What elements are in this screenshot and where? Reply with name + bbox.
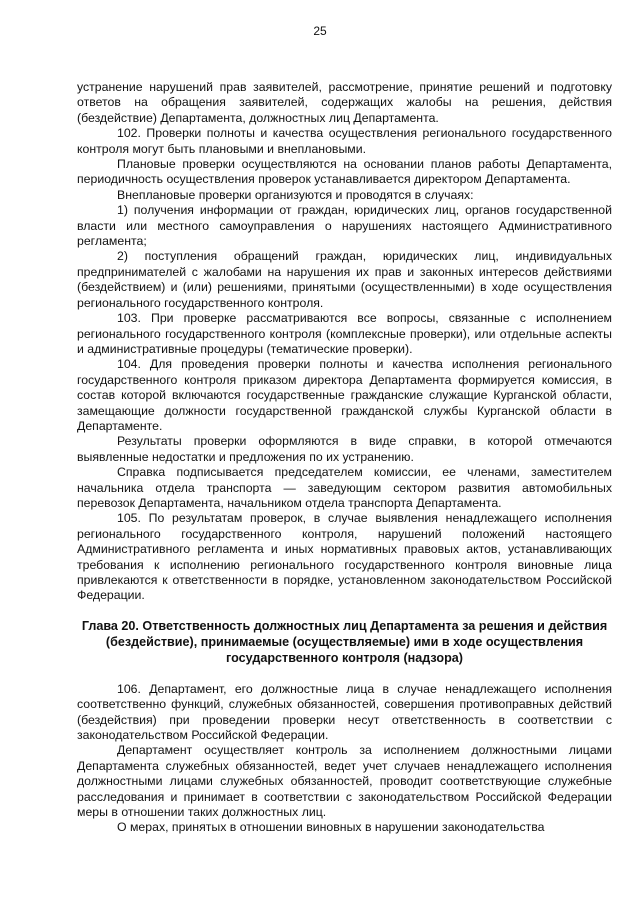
paragraph-p6: 2) поступления обращений граждан, юридических лиц, индивидуальных предпринимателей с жалобами на нарушения их прав и законных интересов действиями (бездействием) и (или) решениями, принятыми (осуществленными) в ходе осуществления регионального государственного контроля. [77,249,612,310]
paragraph-p8: 104. Для проведения проверки полноты и качества исполнения регионального государственного контроля приказом директора Департамента формируется комиссия, в состав которой включаются государственные гражданские служащие Курганской области, замещающие должности государственной гражданской службы Курганской области в Департаменте. [77,357,612,433]
page-number: 25 [313,24,327,38]
chapter-heading: Глава 20. Ответственность должностных лиц Департамента за решения и действия (бездействие), принимаемые (осуществляемые) ими в ходе осуществления государственного контроля (надзора) [81,618,608,665]
paragraph-p4: Внеплановые проверки организуются и проводятся в случаях: [117,187,474,202]
paragraph-p13: Департамент осуществляет контроль за исполнением должностными лицами Департамента служебных обязанностей, ведет учет случаев ненадлежащего исполнения должностными лицами служебных обязанностей, проводит соответствующие служебные расследования и принимает в соответствии с законодательством Российской Федерации меры в отношении таких должностных лиц. [77,743,612,820]
paragraph-p11: 105. По результатам проверок, в случае выявления ненадлежащего исполнения регионального государственного контроля, нарушений положений настоящего Административного регламента и иных нормативных правовых актов, устанавливающих требования к исполнению регионального государственного контроля виновные лица привлекаются к ответственности в порядке, установленном законодательством Российской Федерации. [77,511,612,603]
paragraph-p12: 106. Департамент, его должностные лица в случае ненадлежащего исполнения соответственно функций, служебных обязанностей, совершения противоправных действий (бездействия) при проведении проверки несут ответственность в соответствии с законодательством Российской Федерации. [77,681,612,743]
paragraph-p1: устранение нарушений прав заявителей, рассмотрение, принятие решений и подготовку ответов на обращения заявителей, содержащих жалобы на решения, действия (бездействие) Департамента, должностных лиц Департамента. [77,80,612,125]
paragraph-p10: Справка подписывается председателем комиссии, ее членами, заместителем начальника отдела транспорта — заведующим сектором развития автомобильных перевозок Департамента, начальником отдела транспорта Департамента. [77,465,612,510]
document-body [77,80,612,836]
section-after-heading [77,682,612,836]
paragraph-p2: 102. Проверки полноты и качества осуществления регионального государственного контроля могут быть плановыми и внеплановыми. [77,126,612,156]
paragraph-p14: О мерах, принятых в отношении виновных в нарушении законодательства [117,820,545,835]
paragraph-p9: Результаты проверки оформляются в виде справки, в которой отмечаются выявленные недостатки и предложения по их устранению. [77,434,612,464]
section-before-heading [77,80,612,604]
paragraph-p7: 103. При проверке рассматриваются все вопросы, связанные с исполнением регионального государственного контроля (комплексные проверки), или отдельные аспекты и административные процедуры (тематические проверки). [77,311,612,356]
paragraph-p3: Плановые проверки осуществляются на основании планов работы Департамента, периодичность осуществления проверок устанавливается директором Департамента. [77,157,612,187]
paragraph-p5: 1) получения информации от граждан, юридических лиц, органов государственной власти или местного самоуправления о нарушениях настоящего Административного регламента; [77,203,612,249]
